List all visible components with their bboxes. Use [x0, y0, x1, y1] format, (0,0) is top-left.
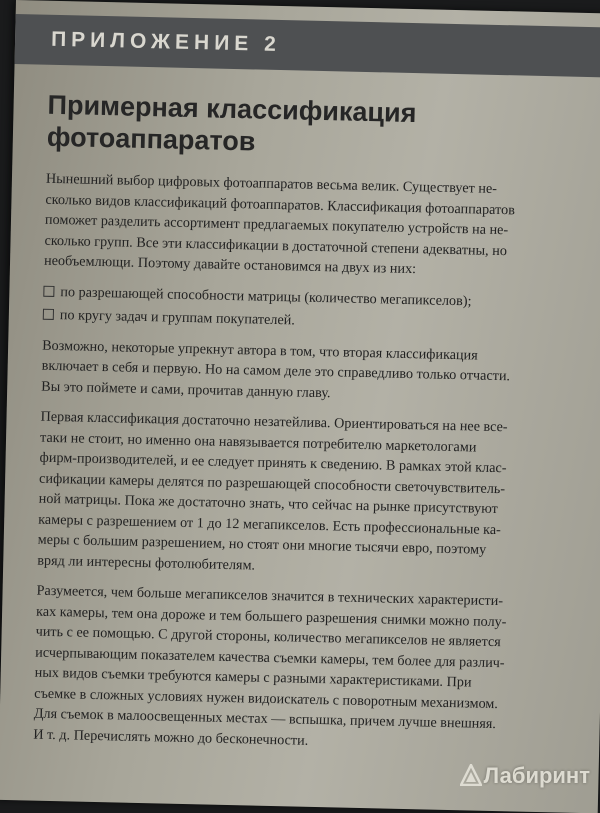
paragraph	[44, 169, 586, 284]
text-line: включает в себя и первую. Но на самом деле это справедливо только отчасти.	[41, 357, 511, 385]
body-text	[33, 169, 586, 767]
checkbox-bullet-icon	[43, 308, 54, 319]
watermark-text: Лабиринт	[483, 763, 590, 788]
text-line: Возможно, некоторые упрекнут автора в том, что вторая классификация	[41, 337, 478, 364]
text-line: ках камеры, тем она дороже и тем большего разрешения снимки можно полу-	[35, 603, 507, 630]
text-line: вряд ли интересны фотолюбителям.	[37, 552, 256, 574]
text-line: Разумеется, чем больше мегапикселов значится в технических характеристи-	[36, 582, 504, 610]
text-line: поможет разделить ассортимент предлагаемых покупателю устройств на не-	[44, 211, 509, 239]
title-line: фотоаппаратов	[46, 121, 256, 157]
text-line: Первая классификация достаточно незатейлива. Ориентироваться на нее все-	[40, 408, 508, 436]
text-line: чить с ее помощью. С другой стороны, количество мегапикселов не является	[35, 623, 501, 651]
text-line: меры с большим разрешением, но стоят они многие тысячи евро, поэтому	[37, 531, 487, 558]
text-line: сколько видов классификаций фотоаппаратов. Классификация фотоаппаратов	[45, 191, 516, 218]
text-line: фирм-производителей, и ее следует принять к сведению. В рамках этой клас-	[39, 449, 507, 477]
text-line: сколько групп. Все эти классификации в достаточной степени адекватны, но	[44, 232, 508, 259]
title-line: Примерная классификация	[47, 89, 417, 129]
text-line: камеры с разрешением от 1 до 12 мегапикселов. Есть профессиональные ка-	[38, 511, 502, 538]
chapter-heading: ПРИЛОЖЕНИЕ 2	[15, 14, 600, 78]
bullet-list	[43, 281, 584, 337]
checkbox-bullet-icon	[43, 285, 54, 296]
list-item-text: по кругу задач и группам покупателей.	[59, 306, 296, 328]
paragraph	[41, 335, 582, 409]
text-line: таки не стоит, но именно она навязывается потребителю маркетологами	[39, 429, 477, 456]
list-item-text: по разрешающей способности матрицы (количество мегапикселов);	[60, 283, 472, 309]
text-line: съемке в сложных условиях нужен видоискатель с поворотным механизмом.	[34, 685, 499, 712]
page-title	[47, 89, 588, 165]
text-line: ной матрицы. Пока же достаточно знать, что сейчас на рынке присутствуют	[38, 490, 499, 518]
watermark	[460, 763, 590, 792]
text-line: необъемлющи. Поэтому давайте остановимся на двух из них:	[43, 252, 417, 278]
text-line: Вы это поймете и сами, прочитав данную главу.	[41, 378, 331, 401]
text-line: Для съемок в малоосвещенных местах — вспышка, причем лучше внешняя.	[33, 705, 497, 733]
text-line: ных видов съемки требуются камеры с разными характеристиками. При	[34, 664, 472, 691]
text-line: Нынешний выбор цифровых фотоаппаратов весьма велик. Существует не-	[45, 170, 498, 197]
text-line: сификации камеры делятся по разрешающей способности светочувствитель-	[38, 470, 506, 497]
paragraph	[33, 581, 577, 757]
labirint-logo-icon	[460, 764, 482, 792]
paragraph	[37, 407, 581, 583]
text-line: исчерпывающим показателем качества съемки камеры, тем более для различ-	[35, 644, 505, 671]
text-line: И т. д. Перечислять можно до бесконечности.	[33, 726, 309, 749]
